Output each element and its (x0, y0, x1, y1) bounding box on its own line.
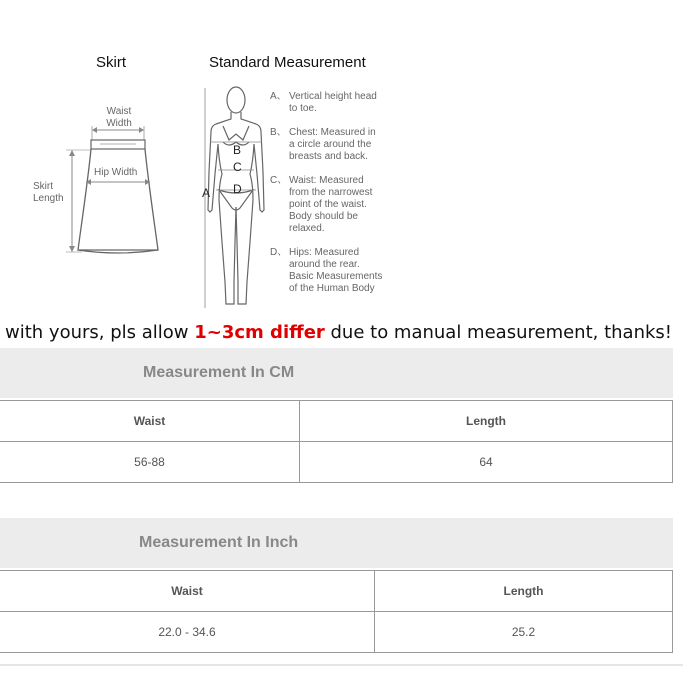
waist-label-line2: Width (106, 118, 132, 129)
note-line: breasts and back. (289, 151, 368, 162)
skirt-length-line1: Skirt (33, 181, 53, 192)
note-line: point of the waist. (289, 199, 367, 210)
table-header-cell: Length (300, 401, 673, 442)
figure-label-c: C (233, 160, 242, 174)
table-row (0, 612, 673, 653)
note-line: Hips: Measured (289, 247, 360, 258)
note-d-text (289, 247, 382, 295)
skirt-title: Skirt (96, 54, 126, 71)
table-header-cell: Waist (0, 401, 300, 442)
table-inch-header (0, 518, 673, 568)
table-cm-title: Measurement In CM (143, 364, 295, 381)
body-figure-diagram (196, 82, 266, 318)
figure-label-a: A (202, 186, 211, 200)
table-row (0, 571, 673, 612)
note-b (270, 127, 287, 139)
table-cell: 22.0 - 34.6 (0, 612, 375, 653)
hip-width-label: Hip Width (94, 167, 138, 178)
note-line: Body should be (289, 211, 358, 222)
table-cm-header (0, 348, 673, 398)
table-cell: 56-88 (0, 442, 300, 483)
figure-label-b: B (233, 143, 242, 157)
skirt-diagram (30, 100, 170, 260)
note-d (270, 247, 287, 259)
table-row (0, 442, 673, 483)
disclaimer-post: due to manual measurement, thanks! (324, 322, 673, 343)
table-header-cell: Waist (0, 571, 375, 612)
note-line: of the Human Body (289, 283, 375, 294)
note-c-text (289, 175, 372, 235)
note-a (270, 91, 287, 103)
table-cm (0, 400, 673, 483)
note-line: from the narrowest (289, 187, 373, 198)
table-header-cell: Length (375, 571, 673, 612)
note-line: a circle around the (289, 139, 372, 150)
standard-measurement-title: Standard Measurement (209, 54, 366, 71)
disclaimer-pre: with yours, pls allow (5, 322, 195, 343)
note-c (270, 175, 287, 187)
disclaimer-highlight: 1~3cm differ (194, 322, 325, 343)
waist-label-line1: Waist (106, 106, 132, 117)
table-cell: 64 (300, 442, 673, 483)
table-inch (0, 570, 673, 653)
skirt-length-line2: Length (33, 193, 64, 204)
table-row (0, 401, 673, 442)
note-letter: D、 (270, 247, 288, 258)
figure-label-d: D (233, 182, 242, 196)
note-letter: B、 (270, 127, 287, 138)
table-inch-title: Measurement In Inch (139, 534, 299, 551)
note-line: to toe. (289, 103, 317, 114)
bottom-divider (0, 664, 683, 666)
note-b-text (289, 127, 376, 163)
skirt-length-label (33, 181, 64, 205)
waist-width-label (104, 106, 134, 130)
note-line: relaxed. (289, 223, 325, 234)
note-line: Basic Measurements (289, 271, 383, 282)
note-a-text (289, 91, 377, 115)
table-cell: 25.2 (375, 612, 673, 653)
measurement-disclaimer (0, 322, 683, 348)
note-letter: A、 (270, 91, 287, 102)
note-letter: C、 (270, 175, 288, 186)
note-line: around the rear. (289, 259, 360, 270)
note-line: Waist: Measured (289, 175, 364, 186)
note-line: Chest: Measured in (289, 127, 376, 138)
note-line: Vertical height head (289, 91, 377, 102)
